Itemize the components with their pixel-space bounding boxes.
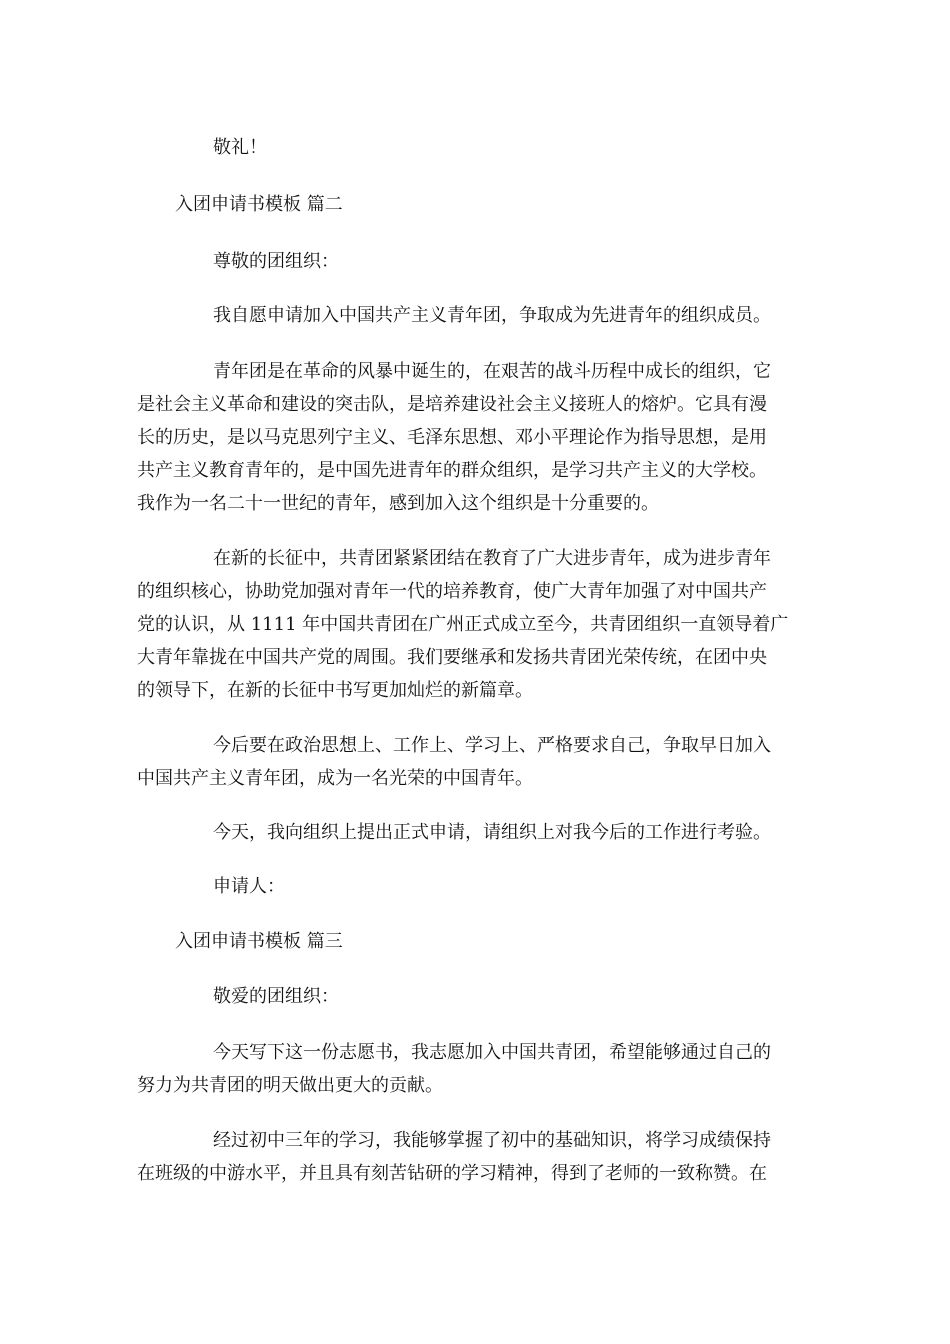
s3-para2-line: 在班级的中游水平，并且具有刻苦钻研的学习精神，得到了老师的一致称赞。在 <box>137 1163 767 1184</box>
s2-para2-line: 我作为一名二十一世纪的青年，感到加入这个组织是十分重要的。 <box>137 493 659 514</box>
s2-para1-line: 我自愿申请加入中国共产主义青年团，争取成为先进青年的组织成员。 <box>213 305 771 326</box>
s2-para3-line: 在新的长征中，共青团紧紧团结在教育了广大进步青年，成为进步青年 <box>213 548 771 569</box>
s2-para5-line: 今天，我向组织上提出正式申请，请组织上对我今后的工作进行考验。 <box>213 822 771 843</box>
section-heading-2: 入团申请书模板 篇二 <box>175 194 343 215</box>
s2-para2-line: 长的历史，是以马克思列宁主义、毛泽东思想、邓小平理论作为指导思想，是用 <box>137 427 767 448</box>
s3-para2-line: 经过初中三年的学习，我能够掌握了初中的基础知识，将学习成绩保持 <box>213 1130 771 1151</box>
closing-line: 敬礼！ <box>213 137 267 158</box>
s2-para4-line: 今后要在政治思想上、工作上、学习上、严格要求自己，争取早日加入 <box>213 735 771 756</box>
s2-para3-line: 大青年靠拢在中国共产党的周围。我们要继承和发扬共青团光荣传统，在团中央 <box>137 647 767 668</box>
s3-para1-line: 今天写下这一份志愿书，我志愿加入中国共青团，希望能够通过自己的 <box>213 1042 771 1063</box>
s2-para3-line: 的组织核心，协助党加强对青年一代的培养教育，使广大青年加强了对中国共产 <box>137 581 767 602</box>
signature-line: 申请人： <box>213 876 285 897</box>
section-heading-3: 入团申请书模板 篇三 <box>175 931 343 952</box>
s2-para3-line: 的领导下，在新的长征中书写更加灿烂的新篇章。 <box>137 680 533 701</box>
salutation-3: 敬爱的团组织： <box>213 986 339 1007</box>
s2-para2-line: 青年团是在革命的风暴中诞生的，在艰苦的战斗历程中成长的组织，它 <box>213 361 771 382</box>
salutation-2: 尊敬的团组织： <box>213 251 339 272</box>
s2-para2-line: 共产主义教育青年的，是中国先进青年的群众组织，是学习共产主义的大学校。 <box>137 460 767 481</box>
s2-para2-line: 是社会主义革命和建设的突击队，是培养建设社会主义接班人的熔炉。它具有漫 <box>137 394 767 415</box>
s3-para1-line: 努力为共青团的明天做出更大的贡献。 <box>137 1075 443 1096</box>
s2-para3-line: 党的认识，从 1111 年中国共青团在广州正式成立至今，共青团组织一直领导着广 <box>137 614 789 635</box>
s2-para4-line: 中国共产主义青年团，成为一名光荣的中国青年。 <box>137 768 533 789</box>
